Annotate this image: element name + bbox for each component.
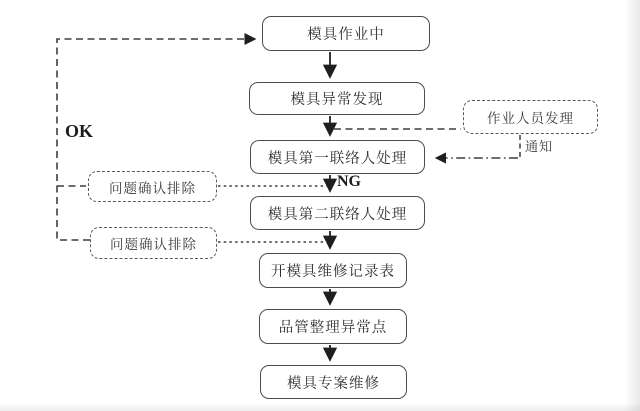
node-repair-record-form: 开模具维修记录表 bbox=[259, 253, 407, 288]
node-operator-handle: 作业人员发理 bbox=[463, 100, 598, 134]
node-mold-working: 模具作业中 bbox=[262, 16, 430, 51]
node-anomaly-found: 模具异常发现 bbox=[249, 82, 425, 115]
node-second-contact-handle: 模具第二联络人处理 bbox=[250, 196, 425, 230]
node-special-case-repair: 模具专案维修 bbox=[260, 365, 407, 399]
node-problem-confirm-clear-2: 问题确认排除 bbox=[90, 227, 217, 259]
node-first-contact-handle: 模具第一联络人处理 bbox=[250, 140, 425, 174]
label-notify: 通知 bbox=[525, 139, 554, 154]
node-qc-organize-anomalies: 品管整理异常点 bbox=[259, 309, 407, 344]
label-ok: OK bbox=[65, 121, 94, 141]
label-ng: NG bbox=[337, 173, 361, 190]
scan-edge-right bbox=[624, 0, 640, 411]
scan-edge-bottom bbox=[0, 403, 640, 411]
node-problem-confirm-clear-1: 问题确认排除 bbox=[88, 171, 217, 202]
